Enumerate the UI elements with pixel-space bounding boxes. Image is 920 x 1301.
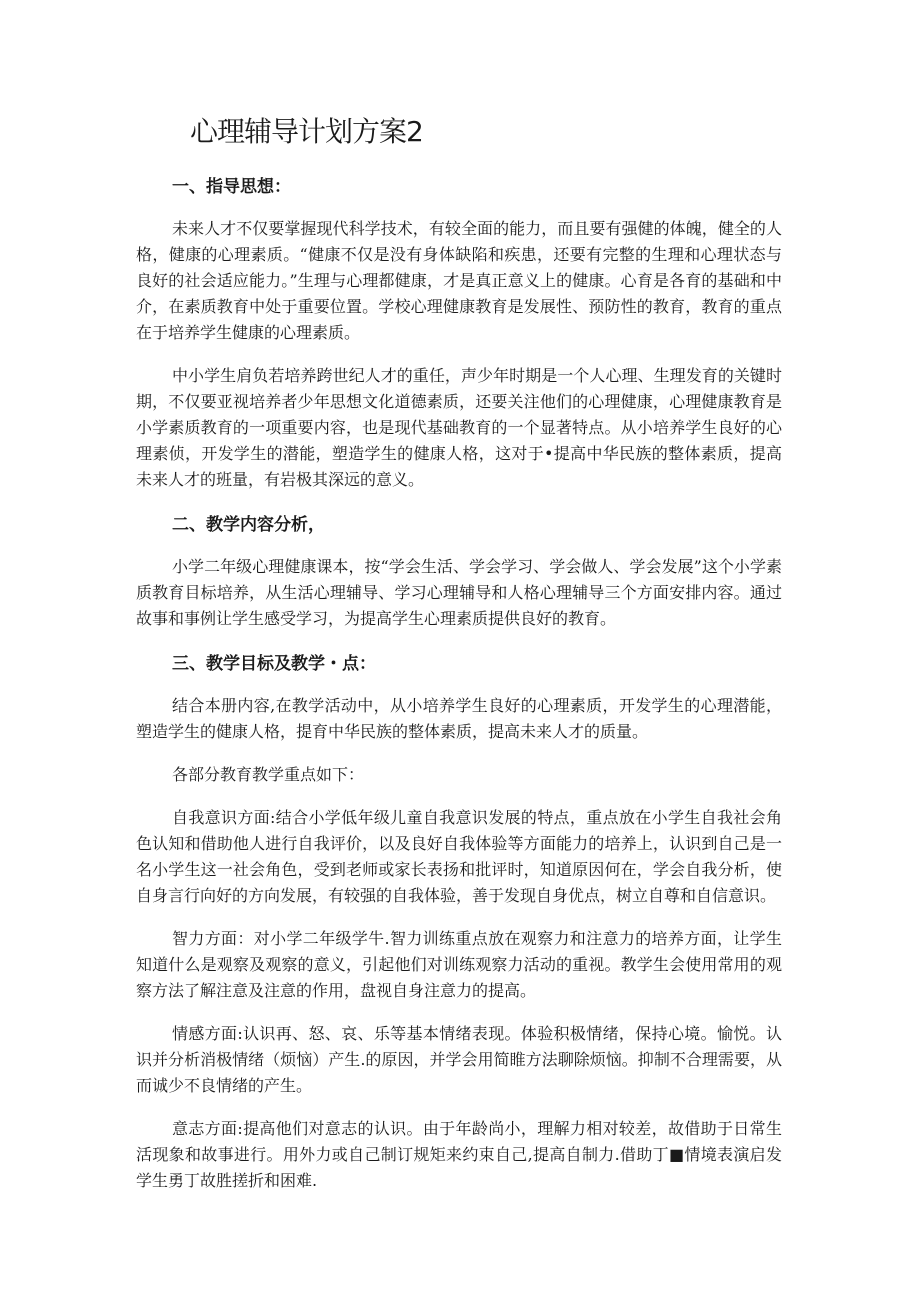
section-heading: 一、指导思想： bbox=[172, 177, 291, 197]
paragraph: 意志方面:提高他们对意志的认识。由于年龄尚小，理解力相对较差，故借助于日常生活现象和故事进行。用外力或自己制订规矩来约束自己,提高自制力.借助丁■情境表演启发学生勇丁故胜搓折和困难. bbox=[136, 1119, 782, 1190]
paragraph: 结合本册内容,在教学活动中，从小培养学生良好的心理素质，开发学生的心理潜能，塑造学生的健康人格，提育中华民族的整体素质，提高未来人才的质量。 bbox=[136, 696, 782, 741]
paragraph: 小学二年级心理健康课本，按“学会生活、学会学习、学会做人、学会发展”这个小学素质教育目标培养，从生活心理辅导、学习心理辅导和人格心理辅导三个方面安排内容。通过故事和事例让学生感受学习，为提高学生心理素质提供良好的教育。 bbox=[136, 557, 782, 628]
paragraph: 情感方面:认识再、怒、哀、乐等基本情绪表现。体验积极情绪，保持心境。愉悦。认识并分析消极情绪（烦恼）产生.的原因，并学会用简睢方法聊除烦恼。抑制不合理需要，从而诚少不良情绪的产生。 bbox=[136, 1024, 782, 1095]
section-heading: 二、教学内容分析， bbox=[172, 515, 325, 535]
paragraph: 自我意识方面:结合小学低年级儿童自我意识发展的特点，重点放在小学生自我社会角色认知和借助他人进行自我评价，以及良好自我体验等方面能力的培养上，认识到自己是一名小学生这一社会角色，受到老师或家长表扬和批评时，知道原因何在，学会自我分析，使自身言行向好的方向发展，有较强的自我体验，善于发现自身优点，树立自尊和自信意识。 bbox=[136, 808, 782, 905]
section-teaching-goals bbox=[136, 649, 782, 1194]
paragraph: 智力方面：对小学二年级学牛.智力训练重点放在观察力和注意力的培养方面，让学生知道什么是观察及观察的意义，引起他们对训练观察力活动的重视。教学生会使用常用的观察方法了解注意及注意的作用，盘视自身注意力的提高。 bbox=[136, 929, 782, 1000]
document-title: 心理辅导计划方案2 bbox=[190, 115, 423, 148]
section-guiding-ideology bbox=[136, 172, 782, 493]
document-body bbox=[136, 172, 782, 1211]
paragraph: 各部分教育教学重点如下： bbox=[172, 765, 365, 784]
section-heading: 三、教学目标及教学・点： bbox=[172, 654, 376, 674]
paragraph: 未来人才不仅要掌握现代科学技术，有较全面的能力，而且要有强健的体魄，健全的人格，健康的心理素质。“健康不仅是没有身体缺陷和疾患，还要有完整的生理和心理状态与良好的社会适应能力。”生理与心理都健康，才是真正意义上的健康。心育是各育的基础和中介，在素质教育中处于重要位置。学校心理健康教育是发展性、预防性的教育，教育的重点在于培养学生健康的心理素质。 bbox=[136, 219, 782, 342]
section-content-analysis bbox=[136, 510, 782, 632]
paragraph: 中小学生肩负若培养跨世纪人才的重任，声少年时期是一个人心理、生理发育的关键时期，不仅要亚视培养者少年思想文化道德素质，还要关注他们的心理健康，心理健康教育是小学素质教育的一项重要内容，也是现代基础教育的一个显著特点。从小培养学生良好的心理素侦，开发学生的潜能，塑造学生的健康人格，这对于•提高中华民族的整体素质，提高未来人才的班量，有岩极其深远的意义。 bbox=[136, 366, 782, 489]
